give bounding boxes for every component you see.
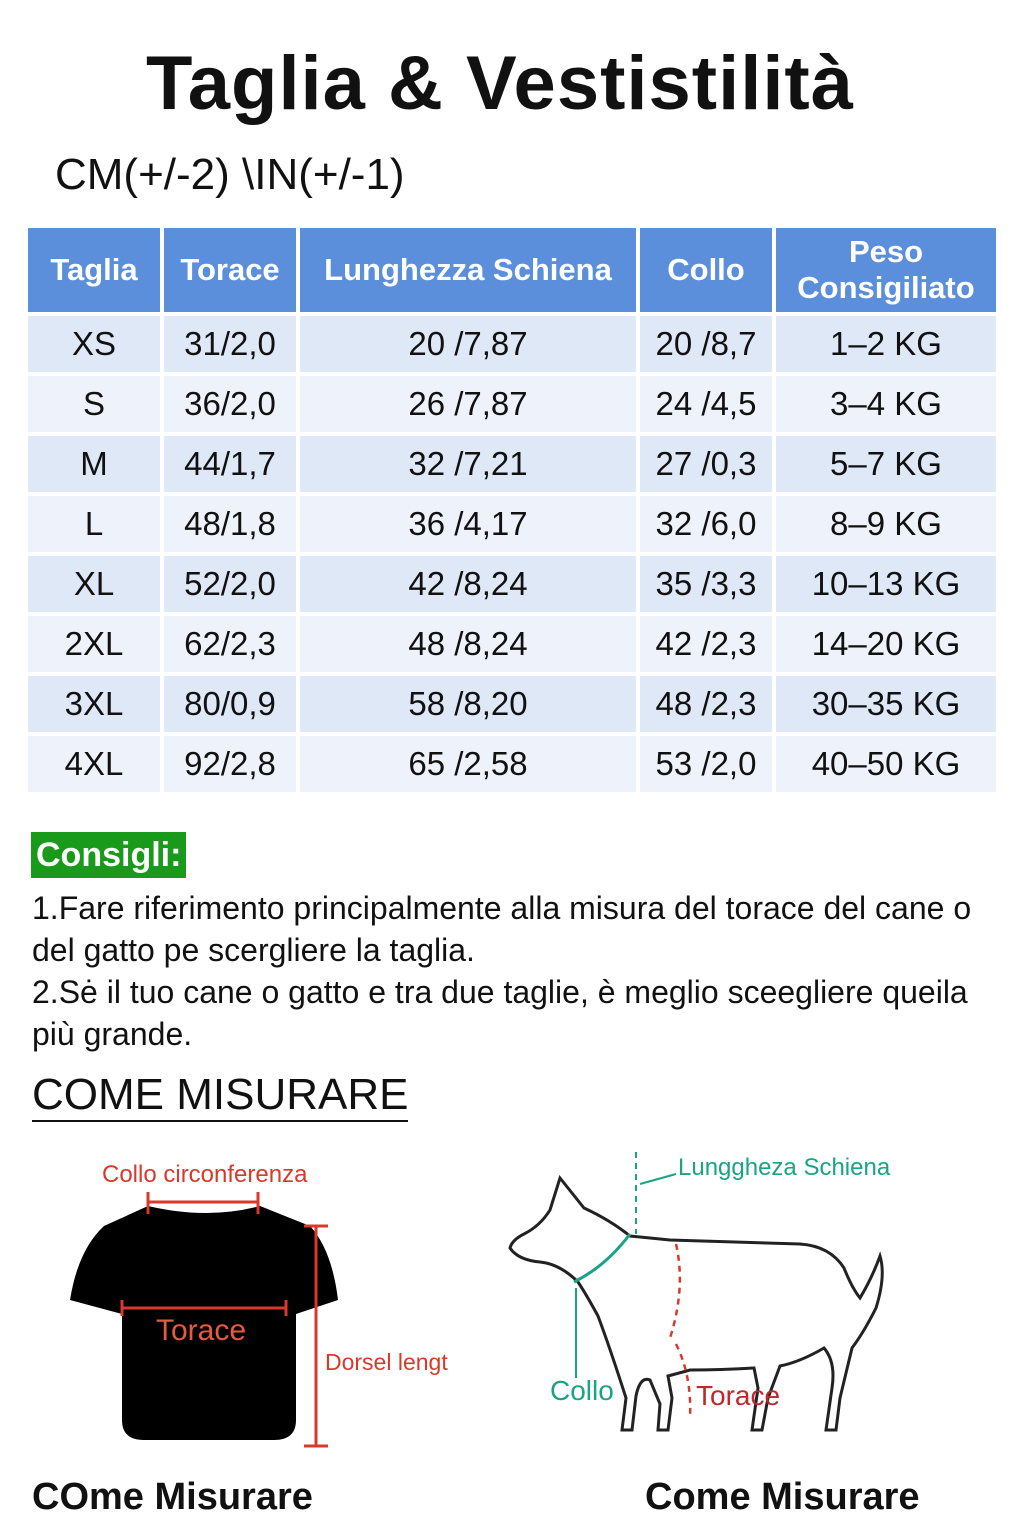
header-peso: Peso Consigiliato xyxy=(776,228,996,312)
cell-size: 3XL xyxy=(28,676,160,732)
table-row xyxy=(28,316,996,372)
measure-heading: COME MISURARE xyxy=(32,1070,409,1119)
table-row xyxy=(28,376,996,432)
table-header-row xyxy=(28,228,996,312)
cell-chest: 62/2,3 xyxy=(164,616,296,672)
cell-chest: 52/2,0 xyxy=(164,556,296,612)
shirt-caption: COme Misurare xyxy=(32,1476,313,1518)
tips-label: Consigli: xyxy=(31,832,186,878)
table-row xyxy=(28,616,996,672)
page-title: Taglia & Vestistilità xyxy=(145,41,855,126)
tip-2: 2.Sė il tuo cane o gatto e tra due taglie, è meglio sceegliere queila più grande. xyxy=(32,974,968,1052)
dog-chest-label: Torace xyxy=(696,1380,781,1411)
cell-weight: 14–20 KG xyxy=(776,616,996,672)
cell-neck: 35 /3,3 xyxy=(640,556,772,612)
cell-chest: 48/1,8 xyxy=(164,496,296,552)
cell-neck: 48 /2,3 xyxy=(640,676,772,732)
cell-weight: 10–13 KG xyxy=(776,556,996,612)
table-row xyxy=(28,556,996,612)
cell-neck: 32 /6,0 xyxy=(640,496,772,552)
header-torace: Torace xyxy=(164,228,296,312)
cell-back: 36 /4,17 xyxy=(300,496,636,552)
table-row xyxy=(28,496,996,552)
cell-size: L xyxy=(28,496,160,552)
table-row xyxy=(28,736,996,792)
cell-weight: 8–9 KG xyxy=(776,496,996,552)
cell-weight: 5–7 KG xyxy=(776,436,996,492)
cell-back: 20 /7,87 xyxy=(300,316,636,372)
tip-1: 1.Fare riferimento principalmente alla misura del torace del cane o del gatto pe scergliere la taglia. xyxy=(32,890,972,968)
cell-neck: 42 /2,3 xyxy=(640,616,772,672)
cell-back: 32 /7,21 xyxy=(300,436,636,492)
unit-subtitle: CM(+/-2) \IN(+/-1) xyxy=(55,150,405,199)
cell-back: 58 /8,20 xyxy=(300,676,636,732)
cell-back: 65 /2,58 xyxy=(300,736,636,792)
dog-caption: Come Misurare xyxy=(645,1476,920,1518)
cell-size: S xyxy=(28,376,160,432)
cell-size: M xyxy=(28,436,160,492)
cell-chest: 92/2,8 xyxy=(164,736,296,792)
cell-neck: 20 /8,7 xyxy=(640,316,772,372)
dog-neck-label: Collo xyxy=(550,1375,614,1406)
cell-size: 2XL xyxy=(28,616,160,672)
header-lunghezza-schiena: Lunghezza Schiena xyxy=(300,228,636,312)
cell-chest: 44/1,7 xyxy=(164,436,296,492)
shirt-neck-label: Collo circonferenza xyxy=(102,1161,308,1188)
shirt-chest-label: Torace xyxy=(156,1314,247,1347)
cell-weight: 30–35 KG xyxy=(776,676,996,732)
tips-text xyxy=(32,887,992,1055)
header-collo: Collo xyxy=(640,228,772,312)
cell-weight: 1–2 KG xyxy=(776,316,996,372)
cell-neck: 24 /4,5 xyxy=(640,376,772,432)
header-taglia: Taglia xyxy=(28,228,160,312)
cell-size: 4XL xyxy=(28,736,160,792)
measure-heading-underline xyxy=(32,1120,408,1122)
cell-back: 48 /8,24 xyxy=(300,616,636,672)
cell-weight: 40–50 KG xyxy=(776,736,996,792)
cell-back: 26 /7,87 xyxy=(300,376,636,432)
cell-size: XL xyxy=(28,556,160,612)
cell-size: XS xyxy=(28,316,160,372)
size-table xyxy=(24,224,1000,796)
table-row xyxy=(28,436,996,492)
cell-chest: 80/0,9 xyxy=(164,676,296,732)
cell-chest: 31/2,0 xyxy=(164,316,296,372)
cell-neck: 53 /2,0 xyxy=(640,736,772,792)
table-row xyxy=(28,676,996,732)
shirt-back-label: Dorsel lengt xyxy=(325,1349,448,1375)
cell-back: 42 /8,24 xyxy=(300,556,636,612)
cell-weight: 3–4 KG xyxy=(776,376,996,432)
cell-chest: 36/2,0 xyxy=(164,376,296,432)
dog-back-label: Lunggheza Schiena xyxy=(678,1154,891,1181)
cell-neck: 27 /0,3 xyxy=(640,436,772,492)
